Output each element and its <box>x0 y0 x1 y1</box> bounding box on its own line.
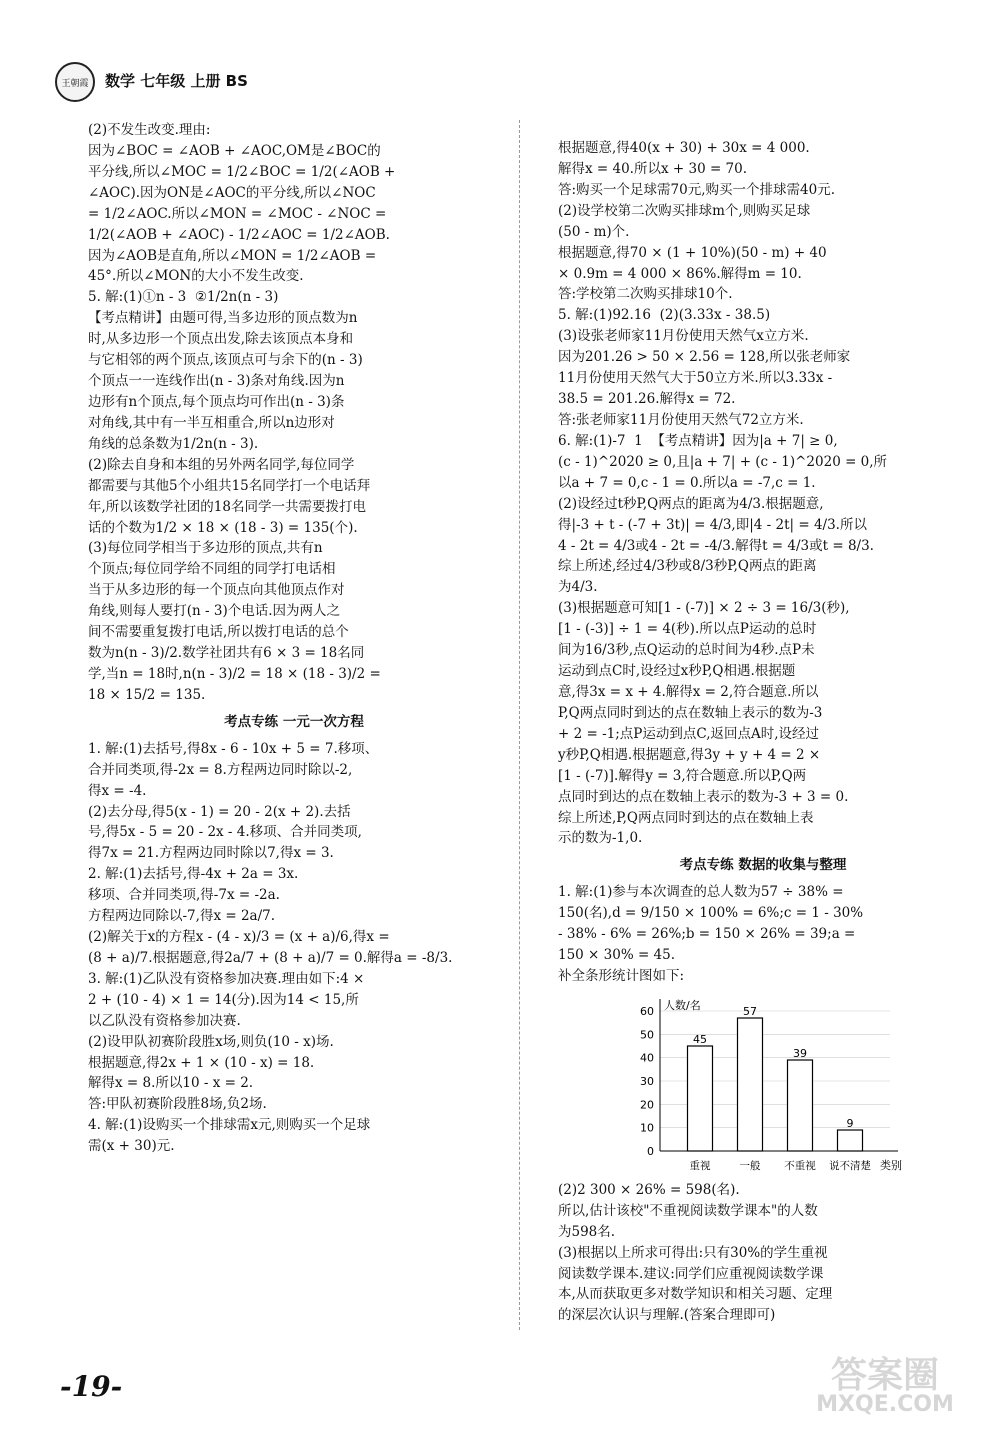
right-line: 根据题意,得70 × (1 + 10%)(50 - m) + 40 <box>558 244 827 261</box>
right-line: 的深层次认识与理解.(答案合理即可) <box>558 1307 776 1324</box>
page-header <box>55 62 355 102</box>
right-answer-lines <box>558 138 968 849</box>
right-line: (50 - m)个. <box>558 223 630 240</box>
left-line: (8 + a)/7.根据题意,得2a/7 + (8 + a)/7 = 0.解得a = -8/3. <box>88 949 453 966</box>
left-line: 2 + (10 - 4) × 1 = 14(分).因为14 < 15,所 <box>88 991 359 1008</box>
left-line: 个顶点一一连线作出(n - 3)条对角线.因为n <box>88 373 345 390</box>
right-line: 解得x = 40.所以x + 30 = 70. <box>558 160 748 177</box>
right-line: (3)设张老师家11月份使用天然气x立方米. <box>558 328 809 345</box>
right-line: + 2 = -1;点P运动到点C,返回点A时,设经过 <box>558 725 820 742</box>
bar-value-label: 45 <box>693 1032 707 1046</box>
left-line: (2)除去自身和本组的另外两名同学,每位同学 <box>88 456 355 473</box>
category-label: 不重视 <box>784 1159 816 1172</box>
right-line: 示的数为-1,0. <box>558 830 643 847</box>
right-column <box>558 138 968 1326</box>
left-line: 因为∠BOC = ∠AOB + ∠AOC,OM是∠BOC的 <box>88 142 381 159</box>
right-line: y秒P,Q相遇.根据题意,得3y + y + 4 = 2 × <box>558 746 821 763</box>
right-line: (2)设经过t秒P,Q两点的距离为4/3.根据题意, <box>558 495 824 512</box>
right-line: 5. 解:(1)92.16 (2)(3.33x - 38.5) <box>558 307 771 324</box>
right-line: (2)2 300 × 26% = 598(名). <box>558 1181 740 1198</box>
right-line: [1 - (-7)].解得y = 3,符合题意.所以P,Q两 <box>558 767 807 784</box>
left-line: 根据题意,得2x + 1 × (10 - x) = 18. <box>88 1054 315 1071</box>
right-line: 为598名. <box>558 1223 616 1240</box>
right-line: 综上所述,经过4/3秒或8/3秒P,Q两点的距离 <box>558 558 817 575</box>
right-line: 150(名),d = 9/150 × 100% = 6%;c = 1 - 30% <box>558 905 864 922</box>
left-line: 3. 解:(1)乙队没有资格参加决赛.理由如下:4 × <box>88 970 365 987</box>
left-line: 都需要与其他5个小组共15名同学打一个电话拜 <box>88 477 371 494</box>
column-divider <box>519 120 520 1330</box>
y-tick-label: 40 <box>640 1051 654 1065</box>
left-line: 平分线,所以∠MOC = 1/2∠BOC = 1/2(∠AOB + <box>88 163 396 180</box>
left-line: (2)设甲队初赛阶段胜x场,则负(10 - x)场. <box>88 1033 334 1050</box>
right-line: (c - 1)^2020 ≥ 0,且|a + 7| + (c - 1)^2020 = 0,所 <box>558 453 888 470</box>
right-line: (3)根据题意可知[1 - (-7)] × 2 ÷ 3 = 16/3(秒), <box>558 600 850 617</box>
left-line: 4. 解:(1)设购买一个排球需x元,则购买一个足球 <box>88 1117 371 1134</box>
left-line: (2)不发生改变.理由: <box>88 122 211 138</box>
left-line: 个顶点;每位同学给不同组的同学打电话相 <box>88 561 336 578</box>
left-line: 需(x + 30)元. <box>88 1138 175 1155</box>
left-line: 解得x = 8.所以10 - x = 2. <box>88 1075 254 1092</box>
left-line: 得x = -4. <box>88 782 147 799</box>
left-line: 号,得5x - 5 = 20 - 2x - 4.移项、合并同类项, <box>88 824 362 841</box>
left-line: 学,当n = 18时,n(n - 3)/2 = 18 × (18 - 3)/2 = <box>88 665 381 682</box>
page-number: -19- <box>60 1370 123 1403</box>
left-line: 间不需要重复拨打电话,所以拨打电话的总个 <box>88 624 349 641</box>
left-line: 与它相邻的两个顶点,该顶点可与余下的(n - 3) <box>88 352 363 369</box>
x-axis-label: 类别 <box>880 1158 902 1172</box>
watermark-top: 答案圈 <box>830 1355 939 1396</box>
right-line: 为4/3. <box>558 579 598 596</box>
y-tick-label: 10 <box>640 1121 654 1135</box>
right-line: 综上所述,P,Q两点同时到达的点在数轴上表 <box>558 809 814 826</box>
left-line: 年,所以该数学社团的18名同学一共需要拨打电 <box>88 498 366 515</box>
left-line: 方程两边同除以-7,得x = 2a/7. <box>88 908 276 925</box>
left-line: 因为∠AOB是直角,所以∠MON = 1/2∠AOB = <box>88 247 377 264</box>
left-line: 2. 解:(1)去括号,得-4x + 2a = 3x. <box>88 866 299 883</box>
right-line: 根据题意,得40(x + 30) + 30x = 4 000. <box>558 140 810 156</box>
bar <box>788 1060 813 1151</box>
left-line: 18 × 15/2 = 135. <box>88 686 206 703</box>
y-tick-label: 20 <box>640 1098 654 1112</box>
left-line: 角线的总条数为1/2n(n - 3). <box>88 435 259 452</box>
right-line: P,Q两点同时到达的点在数轴上表示的数为-3 <box>558 704 823 721</box>
right-line: (2)设学校第二次购买排球m个,则购买足球 <box>558 202 811 219</box>
left-line: 时,从多边形一个顶点出发,除去该顶点本身和 <box>88 331 354 348</box>
right-line: 38.5 = 201.26.解得x = 72. <box>558 391 736 408</box>
watermark-bottom: MXQE.COM <box>816 1392 954 1417</box>
y-tick-label: 0 <box>647 1144 654 1158</box>
y-tick-label: 50 <box>640 1028 654 1042</box>
publisher-logo: 王朝霞 <box>55 62 95 102</box>
left-line: 边形有n个顶点,每个顶点均可作出(n - 3)条 <box>88 393 345 410</box>
right-line: 本,从而获取更多对数学知识和相关习题、定理 <box>558 1286 833 1303</box>
left-line: ∠AOC).因为ON是∠AOC的平分线,所以∠NOC <box>88 184 376 201</box>
y-axis-label: 人数/名 <box>664 998 701 1012</box>
left-line: 5. 解:(1)①n - 3 ②1/2n(n - 3) <box>88 289 279 306</box>
right-line: 4 - 2t = 4/3或4 - 2t = -4/3.解得t = 4/3或t = 8/3. <box>558 537 874 554</box>
right-line: 间为16/3秒,点Q运动的总时间为4秒.点P未 <box>558 642 815 659</box>
bar <box>738 1018 763 1151</box>
right-line: 运动到点C时,设经过x秒P,Q相遇.根据题 <box>558 663 796 680</box>
left-line: 角线,则每人要打(n - 3)个电话.因为两人之 <box>88 603 341 620</box>
left-line: 以乙队没有资格参加决赛. <box>88 1012 241 1029</box>
section-title-equation: 考点专练 一元一次方程 <box>224 713 364 730</box>
right-line: 因为201.26 > 50 × 2.56 = 128,所以张老师家 <box>558 349 851 366</box>
right-answer-lines-2 <box>558 882 968 987</box>
left-line: 话的个数为1/2 × 18 × (18 - 3) = 135(个). <box>88 519 358 536</box>
y-tick-label: 60 <box>640 1004 654 1018</box>
right-line: 答:学校第二次购买排球10个. <box>558 286 733 303</box>
right-line: 以a + 7 = 0,c - 1 = 0.所以a = -7,c = 1. <box>558 474 816 491</box>
right-line: 点同时到达的点在数轴上表示的数为-3 + 3 = 0. <box>558 788 849 805</box>
left-line: 合并同类项,得-2x = 8.方程两边同时除以-2, <box>88 761 353 778</box>
left-line: 数为n(n - 3)/2.数学社团共有6 × 3 = 18名同 <box>88 645 365 662</box>
right-line: 1. 解:(1)参与本次调查的总人数为57 ÷ 38% = <box>558 884 844 901</box>
right-line: [1 - (-3)] ÷ 1 = 4(秒).所以点P运动的总时 <box>558 621 817 638</box>
right-line: 所以,估计该校"不重视阅读数学课本"的人数 <box>558 1202 818 1219</box>
left-line: 对角线,其中有一半互相重合,所以n边形对 <box>88 414 335 431</box>
left-line: (3)每位同学相当于多边形的顶点,共有n <box>88 540 323 557</box>
left-line: 移项、合并同类项,得-7x = -2a. <box>88 887 280 904</box>
bar <box>838 1130 863 1151</box>
y-tick-label: 30 <box>640 1074 654 1088</box>
book-title: 数学 七年级 上册 BS <box>105 72 248 90</box>
left-line: 1/2(∠AOB + ∠AOC) - 1/2∠AOC = 1/2∠AOB. <box>88 226 390 243</box>
category-label: 一般 <box>739 1159 761 1172</box>
left-line: 得7x = 21.方程两边同时除以7,得x = 3. <box>88 845 334 862</box>
right-line: 意,得3x = x + 4.解得x = 2,符合题意.所以 <box>558 683 819 700</box>
left-line: 1. 解:(1)去括号,得8x - 6 - 10x + 5 = 7.移项、 <box>88 740 379 757</box>
right-line: 答:张老师家11月份使用天然气72立方米. <box>558 411 804 428</box>
bar <box>688 1046 713 1151</box>
left-line: = 1/2∠AOC.所以∠MON = ∠MOC - ∠NOC = <box>88 205 387 222</box>
right-line: 补全条形统计图如下: <box>558 967 685 984</box>
left-line: (2)解关于x的方程x - (4 - x)/3 = (x + a)/6,得x = <box>88 929 390 946</box>
left-column <box>88 120 500 1157</box>
watermark <box>795 1355 975 1428</box>
bar-value-label: 9 <box>846 1116 854 1130</box>
bar-chart-svg <box>628 991 918 1176</box>
right-line: 6. 解:(1)-7 1 【考点精讲】因为|a + 7| ≥ 0, <box>558 432 838 449</box>
right-line: 150 × 30% = 45. <box>558 947 676 964</box>
section-title-statistics: 考点专练 数据的收集与整理 <box>679 857 847 874</box>
right-line: (3)根据以上所求可得出:只有30%的学生重视 <box>558 1244 828 1261</box>
bar-value-label: 57 <box>743 1004 757 1018</box>
left-line: 当于从多边形的每一个顶点向其他顶点作对 <box>88 582 345 599</box>
right-answer-lines-3 <box>558 1180 968 1326</box>
bar-chart <box>628 991 918 1176</box>
left-line: 答:甲队初赛阶段胜8场,负2场. <box>88 1096 267 1113</box>
right-line: 答:购买一个足球需70元,购买一个排球需40元. <box>558 181 835 198</box>
left-line: 45°.所以∠MON的大小不发生改变. <box>88 268 304 285</box>
bar-value-label: 39 <box>793 1046 807 1060</box>
right-line: 11月份使用天然气大于50立方米.所以3.33x - <box>558 370 833 387</box>
left-line: 【考点精讲】由题可得,当多边形的顶点数为n <box>88 310 358 327</box>
left-line: (2)去分母,得5(x - 1) = 20 - 2(x + 2).去括 <box>88 803 351 820</box>
right-line: × 0.9m = 4 000 × 86%.解得m = 10. <box>558 265 802 282</box>
right-line: 阅读数学课本.建议:同学们应重视阅读数学课 <box>558 1265 824 1282</box>
right-line: 得|-3 + t - (-7 + 3t)| = 4/3,即|4 - 2t| = 4/3.所以 <box>558 516 867 533</box>
left-answer-lines <box>88 120 500 706</box>
category-label: 重视 <box>689 1159 711 1172</box>
category-label: 说不清楚 <box>829 1159 871 1172</box>
left-answer-lines-2 <box>88 739 500 1157</box>
right-line: - 38% - 6% = 26%;b = 150 × 26% = 39;a = <box>558 926 856 943</box>
